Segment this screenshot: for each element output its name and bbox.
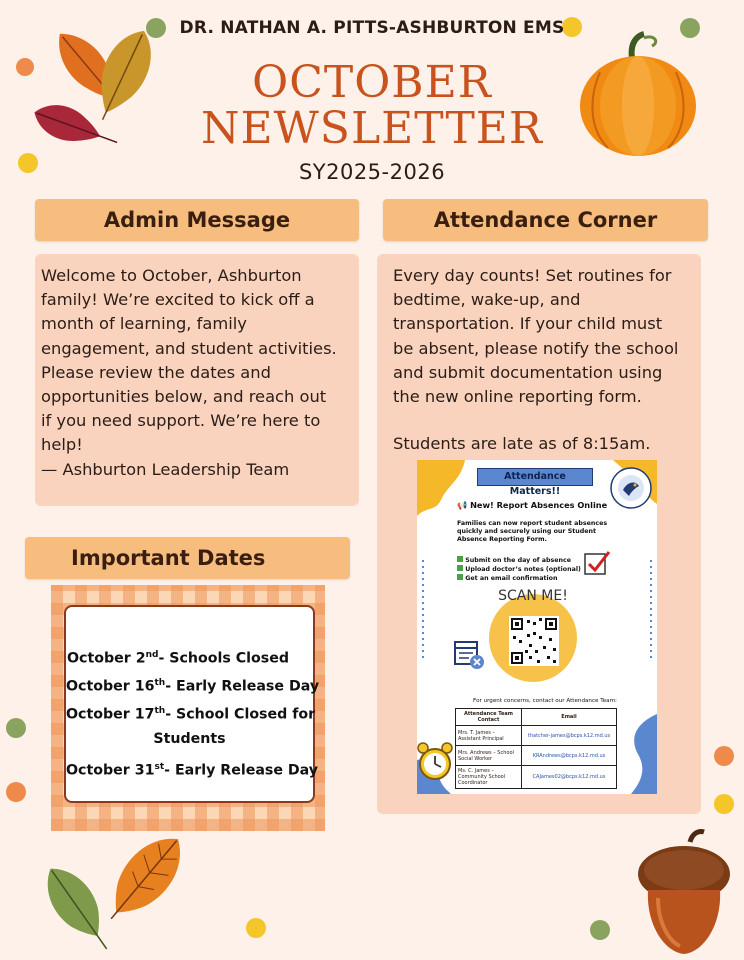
date-label: October 2 [67, 650, 146, 667]
late-note: Students are late as of 8:15am. [393, 434, 651, 453]
admin-message-body: Welcome to October, Ashburton family! We’re excited to kick off a month of learning, family engagement, and student activities. Please review the dates and opportunities below, and reach out if you need support. We’re here to help! — Ashburton Leadership Team [41, 266, 337, 479]
decor-dot [714, 746, 734, 766]
step-item [457, 556, 597, 565]
decor-dot [714, 794, 734, 814]
decor-dot [6, 718, 26, 738]
admin-message-heading: Admin Message [35, 199, 359, 241]
date-event: Students [153, 731, 226, 747]
date-event: - Early Release Day [165, 678, 320, 695]
date-label: October 31 [66, 762, 155, 779]
email-link[interactable]: thatcher-james@bcps.k12.md.us [522, 726, 617, 746]
attendance-flyer [417, 460, 657, 794]
checkbox-icon [457, 556, 463, 562]
step-text: Get an email confirmation [465, 575, 558, 582]
contact-note: For urgent concerns, contact our Attendance Team: [473, 698, 617, 704]
important-dates-box [64, 605, 320, 803]
attendance-corner-heading: Attendance Corner [383, 199, 708, 241]
date-item [66, 725, 313, 754]
date-event: - Schools Closed [158, 650, 289, 667]
step-item [457, 565, 597, 574]
table-header-row [456, 709, 617, 726]
attendance-corner-panel [377, 254, 701, 814]
qr-code-icon[interactable] [509, 616, 559, 666]
step-item [457, 574, 597, 583]
date-event: - Early Release Day [164, 762, 319, 779]
school-name: DR. NATHAN A. PITTS-ASHBURTON EMS [179, 18, 565, 38]
table-header: Email [522, 709, 617, 726]
report-absences-title [457, 500, 617, 511]
flyer-intro: Families can now report student absences quickly and securely using our Student Absence Reporting Form. [457, 520, 608, 543]
checkmark-clipboard-icon [581, 548, 611, 578]
important-dates-heading: Important Dates [25, 537, 350, 579]
contact-cell: Ms. C. James – Community School Coordinator [456, 766, 522, 789]
date-event: - School Closed for [165, 706, 316, 723]
newsletter-title-month: OCTOBER [252, 57, 492, 108]
flyer-steps [457, 556, 597, 583]
email-link[interactable]: CAJames02@bcps.k12.md.us [522, 766, 617, 789]
date-suffix: th [154, 706, 166, 716]
date-suffix: st [154, 762, 165, 772]
alarm-clock-icon [417, 740, 455, 784]
attendance-body: Every day counts! Set routines for bedtime, wake-up, and transportation. If your child must be absent, please notify the school and submit documentation using the new online reporting form. [393, 266, 679, 407]
table-row [456, 726, 617, 746]
contact-cell: Mrs. Andrews – School Social Worker [456, 746, 522, 766]
autumn-leaves-icon [32, 832, 202, 958]
table-header: Attendance Team Contact [456, 709, 522, 726]
acorn-icon [628, 828, 740, 958]
table-row [456, 766, 617, 789]
checkbox-icon [457, 565, 463, 571]
step-text: Upload doctor’s notes (optional) [465, 566, 581, 573]
decor-dot [590, 920, 610, 940]
date-label: October 17 [66, 706, 155, 723]
checkbox-icon [457, 574, 463, 580]
flyer-banner: Attendance Matters!! [477, 468, 593, 486]
date-suffix: th [154, 678, 166, 688]
newsletter-title: NEWSLETTER [200, 103, 544, 154]
table-row [456, 746, 617, 766]
school-year: SY2025-2026 [298, 160, 446, 184]
email-link[interactable]: KRAndrews@bcps.k12.md.us [522, 746, 617, 766]
step-text: Submit on the day of absence [465, 557, 571, 564]
report-absences-title-text: New! Report Absences Online [470, 500, 608, 510]
decor-dot [246, 918, 266, 938]
attendance-team-table [455, 708, 617, 789]
contact-cell: Mrs. T. James – Assistant Principal [456, 726, 522, 746]
date-label: October 16 [66, 678, 155, 695]
scan-me-label: SCAN ME! [498, 588, 568, 604]
calendar-cancel-icon [453, 638, 487, 672]
admin-message-panel [35, 254, 359, 506]
decor-dot [6, 782, 26, 802]
megaphone-icon: 📢 [457, 500, 468, 510]
date-item [66, 753, 319, 785]
date-suffix: nd [145, 650, 159, 660]
